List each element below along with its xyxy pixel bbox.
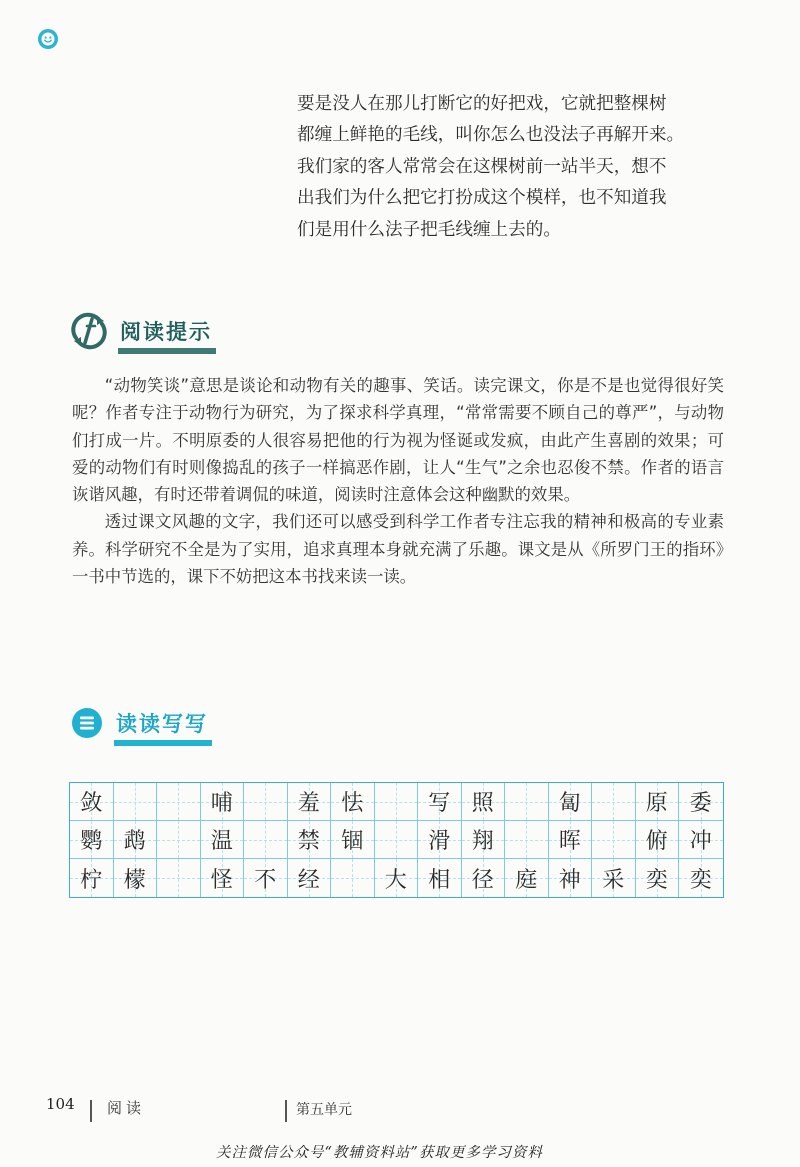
reading-tips-body <box>72 372 724 590</box>
grid-char: 敛 <box>80 791 103 816</box>
grid-cell <box>288 859 332 897</box>
grid-char: 相 <box>428 867 451 893</box>
grid-cell <box>462 859 506 897</box>
intro-line: 们是用什么法子把毛线缠上去的。 <box>297 219 561 240</box>
grid-cell <box>157 783 201 821</box>
grid-cell <box>201 859 245 897</box>
tips-paragraph: “动物笑谈”意思是谈论和动物有关的趣事、笑话。读完课文，你是不是也觉得很好笑呢？作者专注于动物行为研究，为了探求科学真理，“常常需要不顾自己的尊严”，与动物们打成一片。不明原委的人很容易把他的行为视为怪诞或发疯，由此产生喜剧的效果；可爱的动物们有时则像捣乱的孩子一样搞恶作剧，让人“生气”之余也忍俊不禁。作者的语言诙谐风趣，有时还带着调侃的味道，阅读时注意体会这种幽默的效果。 <box>72 376 724 505</box>
grid-char: 不 <box>254 867 277 893</box>
vocabulary-grid <box>69 782 724 898</box>
grid-cell <box>331 821 375 859</box>
grid-char: 晖 <box>558 829 581 854</box>
grid-cell <box>288 783 332 821</box>
grid-cell <box>418 859 462 897</box>
intro-passage <box>297 89 722 246</box>
grid-cell <box>505 783 549 821</box>
grid-cell <box>505 859 549 897</box>
read-write-header <box>70 706 208 740</box>
intro-line: 出我们为什么把它打扮成这个模样，也不知道我 <box>297 188 667 209</box>
grid-char: 怯 <box>341 791 364 816</box>
tips-paragraph: 透过课文风趣的文字，我们还可以感受到科学工作者专注忘我的精神和极高的专业素养。科学研究不全是为了实用，追求真理本身就充满了乐趣。课文是从《所罗门王的指环》一书中节选的，课下不妨把这本书找来读一读。 <box>72 512 724 587</box>
grid-cell <box>114 783 158 821</box>
grid-cell <box>244 859 288 897</box>
page-number: 104 <box>46 1095 75 1113</box>
grid-char: 温 <box>210 829 233 854</box>
grid-char: 采 <box>602 867 625 893</box>
read-write-title: 读读写写 <box>116 708 208 738</box>
grid-char: 锢 <box>341 829 364 854</box>
reading-tips-header <box>70 312 212 350</box>
grid-cell <box>157 821 201 859</box>
grid-cell <box>592 859 636 897</box>
grid-cell <box>70 821 114 859</box>
grid-cell <box>679 783 723 821</box>
grid-char: 照 <box>471 791 494 816</box>
grid-cell <box>70 783 114 821</box>
grid-cell <box>679 859 723 897</box>
grid-cell <box>375 783 419 821</box>
grid-cell <box>114 859 158 897</box>
grid-char: 奕 <box>645 867 668 893</box>
grid-cell <box>592 783 636 821</box>
grid-cell <box>549 783 593 821</box>
grid-char: 原 <box>645 791 668 816</box>
grid-char: 大 <box>384 867 407 893</box>
grid-char: 滑 <box>428 829 451 854</box>
grid-char: 鹦 <box>80 829 103 854</box>
grid-cell <box>592 821 636 859</box>
grid-cell <box>549 821 593 859</box>
reading-tips-icon <box>70 312 108 350</box>
grid-cell <box>462 783 506 821</box>
smiley-icon <box>37 28 59 50</box>
read-write-icon <box>70 706 104 740</box>
grid-char: 庭 <box>515 867 538 893</box>
grid-cell <box>636 859 680 897</box>
grid-cell <box>201 783 245 821</box>
grid-cell <box>375 859 419 897</box>
grid-cell <box>331 859 375 897</box>
intro-line: 我们家的客人常常会在这棵树前一站半天，想不 <box>297 156 667 177</box>
promo-text: 关注微信公众号“教辅资料站”获取更多学习资料 <box>216 1145 543 1161</box>
grid-char: 鹉 <box>123 829 146 854</box>
grid-cell <box>201 821 245 859</box>
grid-cell <box>636 783 680 821</box>
grid-char: 写 <box>428 791 451 816</box>
grid-char: 奕 <box>689 867 712 893</box>
grid-cell <box>549 859 593 897</box>
grid-cell <box>114 821 158 859</box>
grid-char: 委 <box>689 791 712 816</box>
grid-char: 柠 <box>80 867 103 893</box>
grid-cell <box>462 821 506 859</box>
grid-cell <box>418 821 462 859</box>
grid-cell <box>636 821 680 859</box>
grid-cell <box>157 859 201 897</box>
footer-section: 阅读 <box>107 1099 146 1117</box>
grid-char: 冲 <box>689 829 712 854</box>
footer-unit: 第五单元 <box>296 1102 352 1118</box>
grid-char: 檬 <box>123 867 146 893</box>
reading-tips-title: 阅读提示 <box>120 316 212 346</box>
grid-char: 翔 <box>471 829 494 854</box>
grid-char: 经 <box>297 867 320 893</box>
footer-divider <box>90 1100 92 1122</box>
grid-char: 径 <box>471 867 494 893</box>
grid-cell <box>288 821 332 859</box>
grid-char: 怪 <box>210 867 233 893</box>
grid-cell <box>375 821 419 859</box>
footer-divider <box>285 1100 287 1122</box>
grid-cell <box>244 783 288 821</box>
grid-cell <box>331 783 375 821</box>
grid-char: 俯 <box>645 829 668 854</box>
grid-char: 羞 <box>297 791 320 816</box>
grid-cell <box>505 821 549 859</box>
grid-char: 匐 <box>558 791 581 816</box>
grid-cell <box>418 783 462 821</box>
grid-cell <box>70 859 114 897</box>
grid-cell <box>244 821 288 859</box>
grid-char: 哺 <box>210 791 233 816</box>
intro-line: 都缠上鲜艳的毛线，叫你怎么也没法子再解开来。 <box>297 125 685 146</box>
grid-cell <box>679 821 723 859</box>
intro-line: 要是没人在那儿打断它的好把戏，它就把整棵树 <box>297 94 667 114</box>
grid-char: 神 <box>558 867 581 893</box>
grid-char: 禁 <box>297 829 320 854</box>
